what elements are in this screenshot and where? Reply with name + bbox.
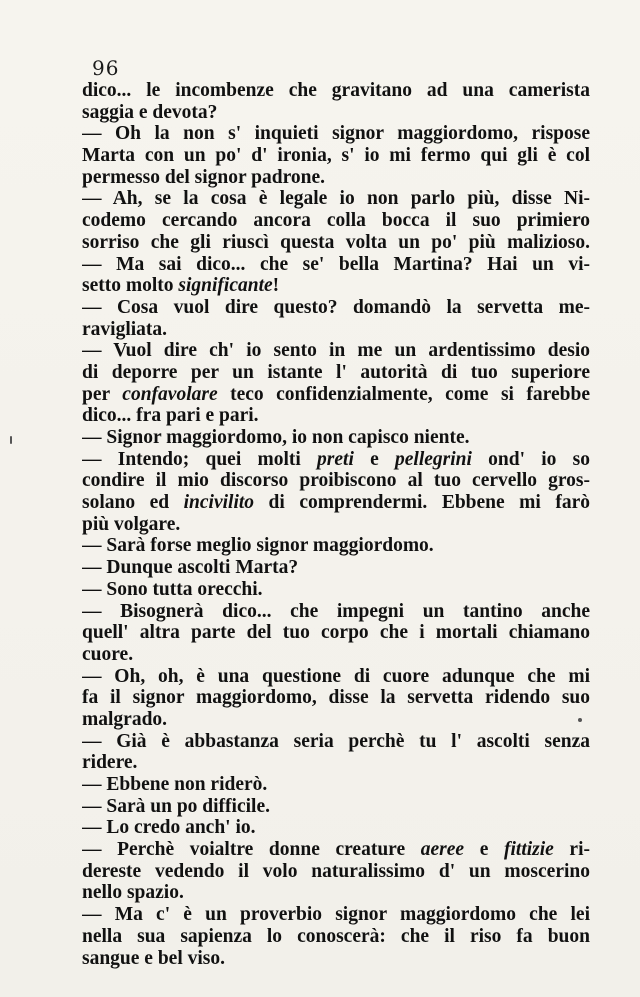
text-segment: teco confidenzialmente, come si farebbe	[217, 383, 590, 405]
italic-word: significante	[178, 275, 273, 297]
text-line	[82, 145, 590, 167]
text-segment: — Bisognerà dico... che impegni un tantino anche	[82, 600, 590, 622]
text-line	[82, 882, 590, 904]
text-segment: — Perchè voialtre donne creature	[82, 839, 421, 861]
text-line	[82, 340, 590, 362]
italic-word: confavolare	[122, 383, 218, 405]
text-segment: — Oh la non s' inquieti signor maggiordomo, rispose	[82, 123, 590, 145]
text-segment: ri-	[553, 839, 590, 861]
text-line	[82, 384, 590, 406]
text-segment: — Ebbene non riderò.	[82, 774, 268, 795]
text-line	[82, 275, 590, 297]
text-segment: !	[272, 275, 280, 297]
text-line	[82, 297, 590, 319]
italic-word: aeree	[420, 839, 465, 861]
text-segment: quell' altra parte del tuo corpo che i mortali chiamano	[82, 622, 590, 644]
text-line	[82, 535, 590, 557]
text-line	[82, 254, 590, 276]
text-segment: permesso del signor padrone.	[82, 166, 326, 188]
text-line	[82, 687, 590, 709]
text-segment: — Già è abbastanza seria perchè tu l' ascolti senza	[82, 730, 590, 752]
text-line	[82, 731, 590, 753]
text-segment: — Dunque ascolti Marta?	[82, 557, 299, 579]
text-line	[82, 904, 590, 926]
text-line	[82, 319, 590, 341]
text-segment: sangue e bel viso.	[82, 947, 226, 969]
text-segment: — Intendo; quei molti	[82, 448, 318, 470]
body-text	[82, 80, 590, 969]
text-segment: sorriso che gli riuscì questa volta un po' più malizioso.	[82, 231, 590, 253]
text-line	[82, 210, 590, 232]
text-line	[82, 405, 590, 427]
text-line	[82, 80, 590, 102]
text-segment: — Ah, se la cosa è legale io non parlo più, disse Ni-	[82, 188, 590, 210]
text-line	[82, 817, 590, 839]
text-segment: malgrado.	[82, 708, 168, 730]
text-segment: solano ed	[82, 492, 184, 514]
italic-word: fittizie	[503, 839, 554, 861]
page-number: 96	[92, 56, 120, 80]
text-line	[82, 948, 590, 970]
text-segment: — Vuol dire ch' io sento in me un ardentissimo desio	[82, 340, 590, 362]
italic-word: preti	[317, 448, 354, 470]
text-line	[82, 601, 590, 623]
text-segment: ond' io so	[471, 448, 590, 470]
text-line	[82, 752, 590, 774]
text-line	[82, 102, 590, 124]
text-segment: più volgare.	[82, 513, 181, 535]
text-segment: nella sua sapienza lo conoscerà: che il riso fa buon	[82, 925, 590, 947]
text-line	[82, 557, 590, 579]
text-line	[82, 449, 590, 471]
italic-word: pellegrini	[395, 448, 472, 470]
text-line	[82, 123, 590, 145]
text-line	[82, 188, 590, 210]
text-segment: — Ma c' è un proverbio signor maggiordomo che lei	[82, 904, 590, 926]
text-segment: per	[82, 383, 123, 405]
text-line	[82, 470, 590, 492]
text-line	[82, 362, 590, 384]
text-line	[82, 427, 590, 449]
text-line	[82, 861, 590, 883]
text-segment: — Sarà forse meglio signor maggiordomo.	[82, 535, 434, 557]
text-segment: setto molto	[82, 275, 179, 297]
text-segment: — Ma sai dico... che se' bella Martina? Hai un vi-	[82, 253, 590, 275]
print-speck	[10, 436, 12, 444]
text-segment: dico... fra pari e pari.	[82, 405, 259, 427]
text-line	[82, 514, 590, 536]
text-line	[82, 644, 590, 666]
text-line	[82, 839, 590, 861]
text-segment: di comprendermi. Ebbene mi farò	[254, 492, 590, 514]
italic-word: incivilito	[183, 492, 255, 514]
text-segment: di deporre per un istante l' autorità di tuo superiore	[82, 361, 590, 383]
text-segment: — Lo credo anch' io.	[82, 817, 256, 839]
text-line	[82, 167, 590, 189]
text-segment: — Sono tutta orecchi.	[82, 578, 263, 600]
text-segment: dico... le incombenze che gravitano ad una camerista	[82, 80, 590, 101]
text-line	[82, 796, 590, 818]
text-segment: condire il mio discorso proibiscono al tuo cervello gros-	[82, 470, 590, 492]
text-segment: codemo cercando ancora colla bocca il suo primiero	[82, 210, 590, 232]
text-segment: Marta con un po' d' ironia, s' io mi fermo qui gli è col	[82, 145, 590, 167]
text-line	[82, 709, 590, 731]
text-line	[82, 622, 590, 644]
text-line	[82, 774, 590, 796]
text-segment: — Oh, oh, è una questione di cuore adunque che mi	[82, 665, 590, 687]
text-line	[82, 666, 590, 688]
text-line	[82, 579, 590, 601]
text-segment: fa il signor maggiordomo, disse la servetta ridendo suo	[82, 687, 590, 709]
text-segment: ridere.	[82, 752, 138, 774]
text-segment: saggia e devota?	[82, 101, 218, 123]
text-segment: e	[464, 839, 504, 861]
text-segment: dereste vedendo il volo naturalissimo d' un moscerino	[82, 860, 590, 882]
text-segment: ravigliata.	[82, 318, 168, 340]
print-speck	[578, 718, 582, 722]
text-segment: cuore.	[82, 643, 134, 665]
text-segment: e	[353, 448, 396, 470]
text-segment: — Signor maggiordomo, io non capisco niente.	[82, 427, 470, 448]
text-segment: — Cosa vuol dire questo? domandò la servetta me-	[82, 296, 590, 318]
text-line	[82, 926, 590, 948]
text-segment: nello spazio.	[82, 882, 184, 904]
text-line	[82, 492, 590, 514]
text-segment: — Sarà un po difficile.	[82, 795, 270, 817]
text-line	[82, 232, 590, 254]
